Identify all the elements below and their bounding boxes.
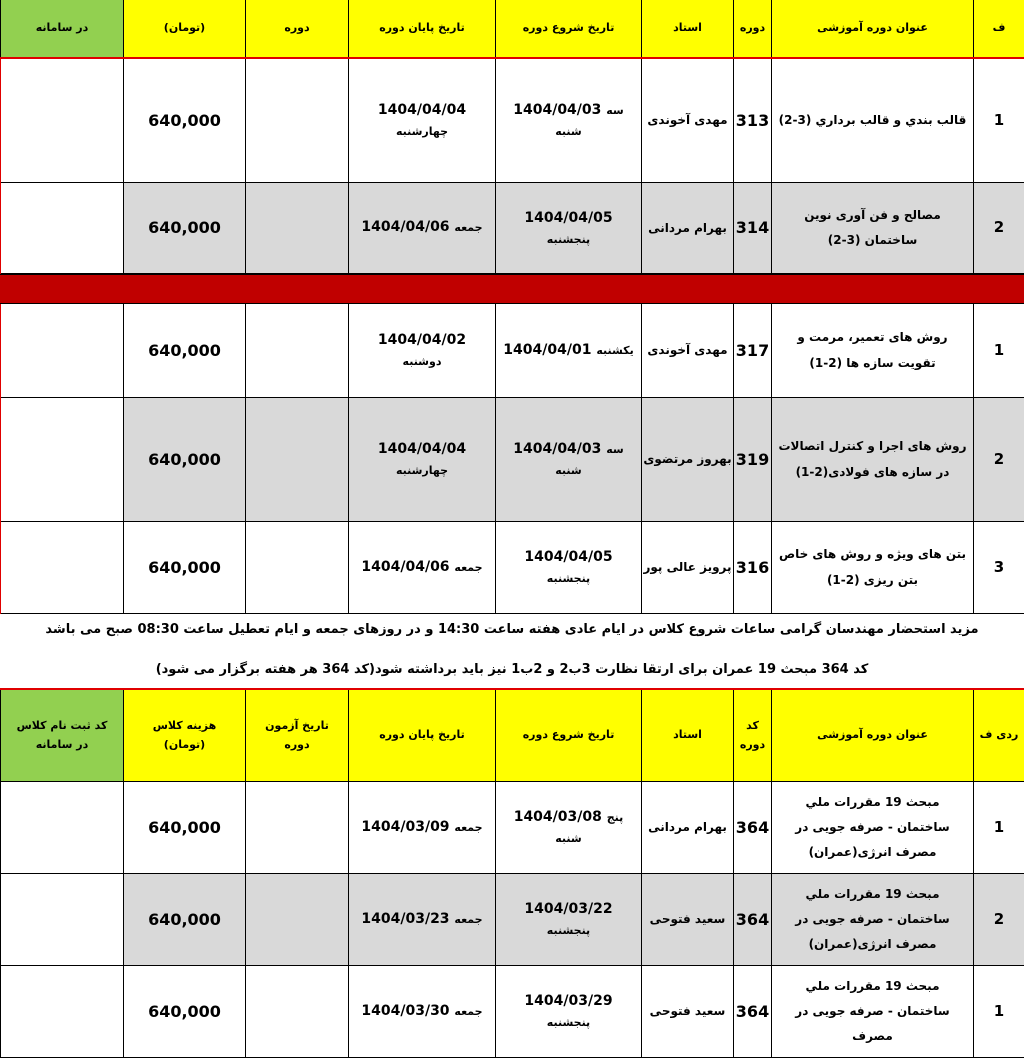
cost-cell: 640,000 [124,522,246,614]
start-date-cell: 1404/04/05 پنجشنبه [496,522,642,614]
reg-code-cell [1,304,124,398]
table-row [0,782,1024,874]
header-radif: ف [974,0,1024,59]
cost-cell: 640,000 [124,304,246,398]
end-date-cell: 1404/04/04 چهارشنبه [349,59,496,183]
exam-date-cell [246,304,349,398]
title-cell: بتن های ویژه و روش های خاص بتن ریزی (2-1) [772,522,974,614]
end-date-cell: جمعه 1404/03/30 [349,966,496,1058]
radif-cell: 1 [974,304,1024,398]
header-radif: ردی ف [974,690,1024,782]
radif-cell: 1 [974,782,1024,874]
title-cell: مبحث 19 مقررات ملي ساختمان - صرفه جویی در مصرف انرژی(عمران) [772,874,974,966]
reg-code-cell [1,874,124,966]
start-date-cell: سه 1404/04/03 شنبه [496,398,642,522]
start-date-cell: 1404/03/29 پنجشنبه [496,966,642,1058]
header-reg-code: کد ثبت نام کلاس در سامانه [1,690,124,782]
end-date-cell: 1404/04/02 دوشنبه [349,304,496,398]
cost-cell: 640,000 [124,59,246,183]
code-cell: 316 [734,522,772,614]
instructor-cell: مهدی آخوندی [642,304,734,398]
header-exam-date: دوره [246,0,349,59]
table-row [0,966,1024,1058]
title-cell: روش های تعمیر، مرمت و تقویت سازه ها (2-1) [772,304,974,398]
table-row [0,183,1024,274]
table-row [0,522,1024,614]
end-date-cell: جمعه 1404/04/06 [349,183,496,274]
title-cell: مبحث 19 مقررات ملي ساختمان - صرفه جویی در مصرف انرژی(عمران) [772,782,974,874]
cost-cell: 640,000 [124,966,246,1058]
header-end-date: تاریخ پایان دوره [349,0,496,59]
instructor-cell: بهرام مردانی [642,183,734,274]
code-cell: 317 [734,304,772,398]
reg-code-cell [1,522,124,614]
exam-date-cell [246,398,349,522]
reg-code-cell [1,966,124,1058]
exam-date-cell [246,183,349,274]
start-date-cell: سه 1404/04/03 شنبه [496,59,642,183]
end-date-cell: جمعه 1404/04/06 [349,522,496,614]
note-code-364: کد 364 مبحث 19 عمران برای ارتقا نظارت 3ب2 و 2ب1 نیز باید برداشته شود(کد 364 هر هفته برگزار می شود) [155,662,869,677]
radif-cell: 2 [974,874,1024,966]
start-date-cell: 1404/04/05 پنجشنبه [496,183,642,274]
radif-cell: 2 [974,398,1024,522]
end-date-cell: جمعه 1404/03/23 [349,874,496,966]
exam-date-cell [246,59,349,183]
radif-cell: 3 [974,522,1024,614]
reg-code-cell [1,183,124,274]
header-instructor: استاد [642,0,734,59]
header-end-date: تاریخ پایان دوره [349,690,496,782]
cost-cell: 640,000 [124,874,246,966]
code-cell: 314 [734,183,772,274]
title-cell: روش های اجرا و کنترل اتصالات در سازه های فولادی(2-1) [772,398,974,522]
header-title: عنوان دوره آموزشی [772,0,974,59]
instructor-cell: پرویز عالی پور [642,522,734,614]
table-row [0,398,1024,522]
exam-date-cell [246,522,349,614]
header-code: دوره [734,0,772,59]
header-exam-date: تاریخ آزمون دوره [246,690,349,782]
header-start-date: تاریخ شروع دوره [496,0,642,59]
title-cell: قالب بندي و قالب برداري (3-2) [772,59,974,183]
end-date-cell: 1404/04/04 چهارشنبه [349,398,496,522]
cost-cell: 640,000 [124,782,246,874]
reg-code-cell [1,782,124,874]
cost-cell: 640,000 [124,183,246,274]
code-cell: 319 [734,398,772,522]
start-date-cell: پنج 1404/03/08 شنبه [496,782,642,874]
code-cell: 364 [734,966,772,1058]
cost-cell: 640,000 [124,398,246,522]
reg-code-cell [1,398,124,522]
exam-date-cell [246,782,349,874]
code-cell: 364 [734,874,772,966]
start-date-cell: 1404/03/22 پنجشنبه [496,874,642,966]
header-reg-code: در سامانه [1,0,124,59]
header-code: کد دوره [734,690,772,782]
instructor-cell: بهرام مردانی [642,782,734,874]
instructor-cell: بهروز مرتضوی [642,398,734,522]
table-header-top [0,0,1024,59]
table-header [0,690,1024,782]
code-cell: 364 [734,782,772,874]
exam-date-cell [246,966,349,1058]
reg-code-cell [1,59,124,183]
table-row [0,874,1024,966]
radif-cell: 2 [974,183,1024,274]
instructor-cell: مهدی آخوندی [642,59,734,183]
radif-cell: 1 [974,966,1024,1058]
table-row [0,59,1024,183]
title-cell: مبحث 19 مقررات ملي ساختمان - صرفه جویی در مصرف [772,966,974,1058]
group-separator [0,274,1024,304]
end-date-cell: جمعه 1404/03/09 [349,782,496,874]
header-instructor: استاد [642,690,734,782]
table-row [0,304,1024,398]
instructor-cell: سعید فتوحی [642,874,734,966]
title-cell: مصالح و فن آوری نوین ساختمان (3-2) [772,183,974,274]
header-title: عنوان دوره آموزشی [772,690,974,782]
radif-cell: 1 [974,59,1024,183]
header-cost: هزینه کلاس (تومان) [124,690,246,782]
code-cell: 313 [734,59,772,183]
header-cost: (تومان) [124,0,246,59]
instructor-cell: سعید فتوحی [642,966,734,1058]
exam-date-cell [246,874,349,966]
note-class-hours: مزید استحضار مهندسان گرامی ساعات شروع کلاس در ایام عادی هفته ساعت 14:30 و در روزهای جمعه و ایام تعطیل ساعت 08:30 صبح می باشد [45,622,979,637]
start-date-cell: یکشنبه 1404/04/01 [496,304,642,398]
header-start-date: تاریخ شروع دوره [496,690,642,782]
